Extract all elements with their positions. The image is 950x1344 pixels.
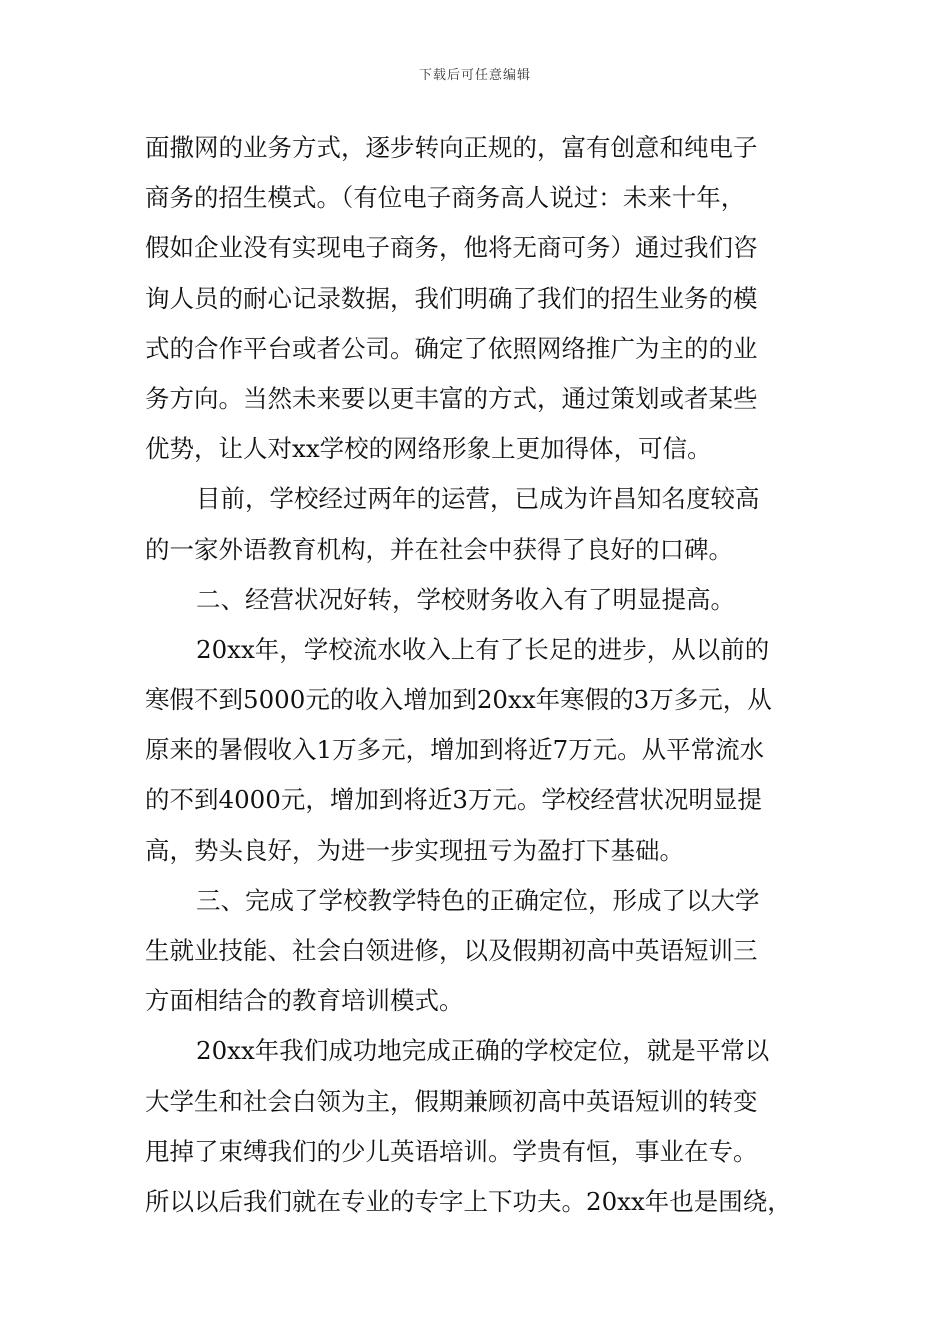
text-line: 询人员的耐心记录数据，我们明确了我们的招生业务的模 [145,283,758,313]
text-line: 目前，学校经过两年的运营，已成为许昌知名度较高 [196,484,760,514]
text-line: 务方向。当然未来要以更丰富的方式，通过策划或者某些 [145,383,758,413]
text-line: 生就业技能、社会白领进修，以及假期初高中英语短训三 [145,936,758,965]
text-line: 寒假不到5000元的收入增加到20xx年寒假的3万多元，从 [145,685,772,715]
page-header: 下载后可任意编辑 [418,68,531,83]
text-line: 的一家外语教育机构，并在社会中获得了良好的口碑。 [145,534,733,564]
text-line: 原来的暑假收入1万多元，增加到将近7万元。从平常流水 [145,735,765,765]
text-line: 所以以后我们就在专业的专字上下功夫。20xx年也是围绕， [145,1186,792,1216]
text-line: 二、经营状况好转，学校财务收入有了明显提高。 [196,584,735,614]
text-line: 假如企业没有实现电子商务，他将无商可务）通过我们咨 [145,233,758,263]
text-line: 面撒网的业务方式，逐步转向正规的，富有创意和纯电子 [145,133,758,162]
text-line: 方面相结合的教育培训模式。 [145,986,464,1016]
text-line: 三、完成了学校教学特色的正确定位，形成了以大学 [196,885,760,915]
text-line: 20xx年，学校流水收入上有了长足的进步，从以前的 [196,634,770,664]
text-line: 的不到4000元，增加到将近3万元。学校经营状况明显提 [145,785,762,815]
document-body [145,123,835,1227]
text-line: 高，势头良好，为进一步实现扭亏为盈打下基础。 [145,835,684,865]
text-line: 20xx年我们成功地完成正确的学校定位，就是平常以 [196,1036,770,1066]
text-line: 甩掉了束缚我们的少儿英语培训。学贵有恒，事业在专。 [145,1136,758,1166]
text-line: 大学生和社会白领为主，假期兼顾初高中英语短训的转变 [145,1086,758,1116]
text-line: 商务的招生模式。（有位电子商务高人说过：未来十年， [145,183,746,213]
text-line: 优势，让人对xx学校的网络形象上更加得体，可信。 [145,434,712,464]
text-line: 式的合作平台或者公司。确定了依照网络推广为主的的业 [145,333,758,363]
